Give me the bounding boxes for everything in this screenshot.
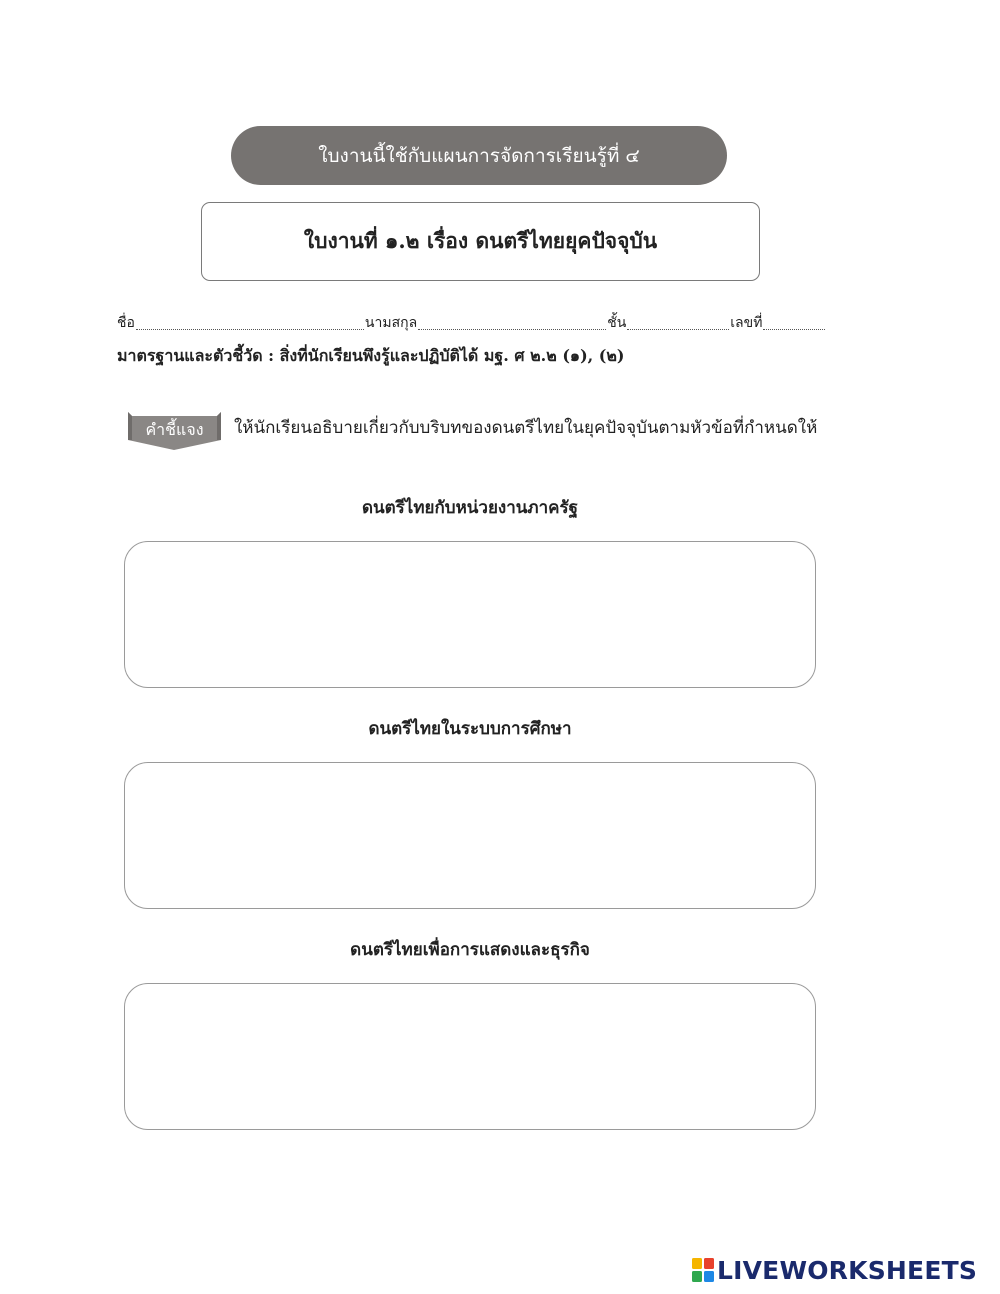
answer-box-government[interactable] (124, 541, 816, 688)
answer-box-performance[interactable] (124, 983, 816, 1130)
instruction-tag-label: คำชี้แจง (145, 420, 204, 439)
name-label: ชื่อ (117, 315, 135, 331)
section-title-government: ดนตรีไทยกับหน่วยงานภาครัฐ (361, 498, 579, 518)
class-field[interactable] (627, 329, 729, 330)
surname-label: นามสกุล (364, 315, 418, 331)
instruction-tag-icon (128, 412, 221, 450)
number-label: เลขที่ (730, 315, 763, 331)
learning-standard: มาตรฐานและตัวชี้วัด : สิ่งที่นักเรียนพึงรู้และปฏิบัติได้ มฐ. ศ ๒.๒ (๑), (๒) (117, 346, 625, 365)
worksheet-title-box (201, 202, 760, 281)
section-title-education: ดนตรีไทยในระบบการศึกษา (368, 719, 572, 739)
worksheet-title: ใบงานที่ ๑.๒ เรื่อง ดนตรีไทยยุคปัจจุบัน (303, 228, 658, 253)
surname-field[interactable] (418, 329, 606, 330)
instruction-text: ให้นักเรียนอธิบายเกี่ยวกับบริบทของดนตรีไทยในยุคปัจจุบันตามหัวข้อที่กำหนดให้ (234, 418, 818, 438)
liveworksheets-logo-icon (692, 1258, 714, 1282)
liveworksheets-logo[interactable] (692, 1255, 977, 1285)
section-title-performance: ดนตรีไทยเพื่อการแสดงและธุรกิจ (350, 940, 590, 960)
answer-box-education[interactable] (124, 762, 816, 909)
liveworksheets-logo-text: LIVEWORKSHEETS (717, 1255, 978, 1285)
plan-banner-text: ใบงานนี้ใช้กับแผนการจัดการเรียนรู้ที่ ๔ (318, 144, 640, 167)
name-field[interactable] (136, 329, 364, 330)
student-info-line (117, 312, 829, 334)
number-field[interactable] (763, 329, 825, 330)
class-label: ชั้น (607, 315, 627, 331)
plan-banner (231, 126, 727, 185)
